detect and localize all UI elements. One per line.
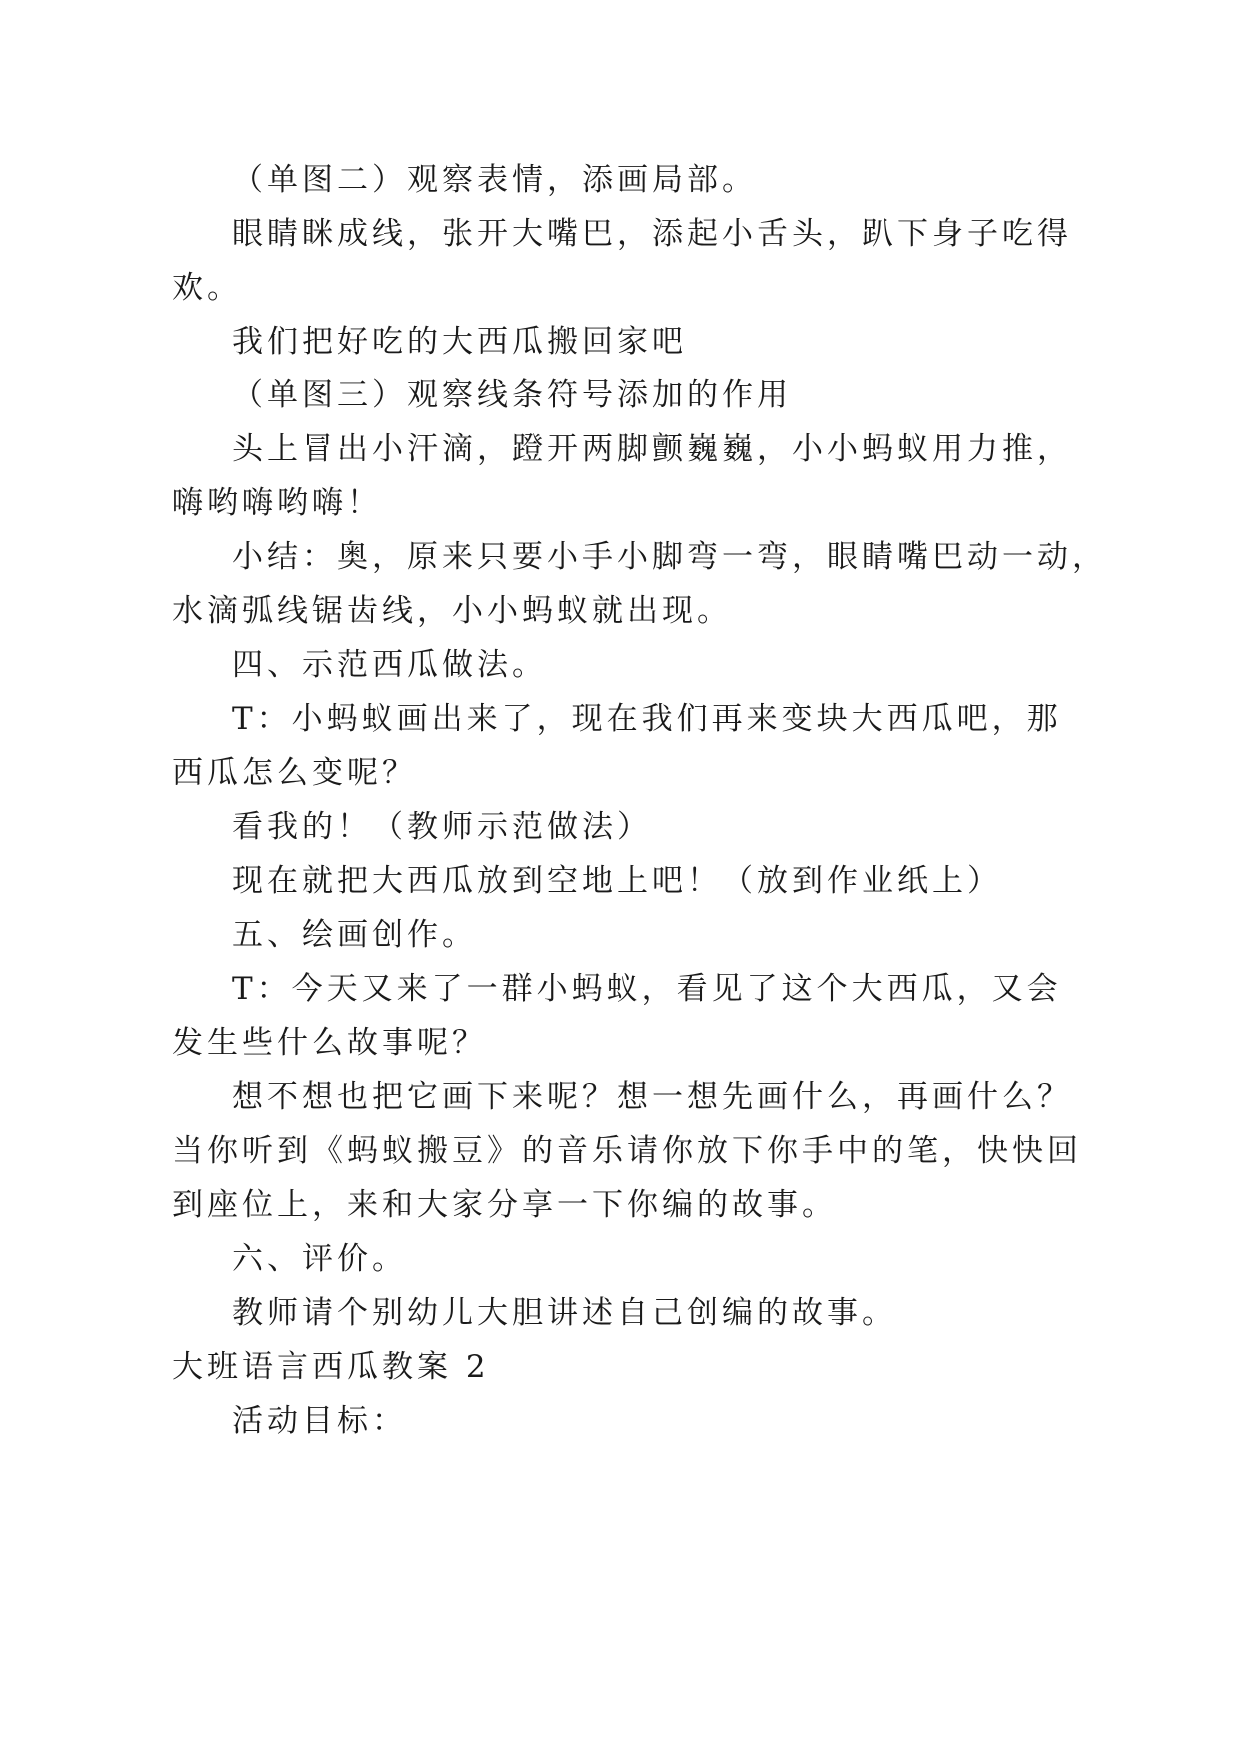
paragraph-line: 欢。 xyxy=(172,270,242,306)
paragraph-line: 活动目标： xyxy=(232,1403,407,1439)
paragraph-line: 五、绘画创作。 xyxy=(232,917,477,953)
paragraph-line: 四、示范西瓜做法。 xyxy=(232,647,547,683)
paragraph-line: 小结：奥，原来只要小手小脚弯一弯，眼睛嘴巴动一动， xyxy=(232,539,1107,575)
paragraph-line: 当你听到《蚂蚁搬豆》的音乐请你放下你手中的笔，快快回 xyxy=(172,1133,1082,1169)
paragraph-line: （单图三）观察线条符号添加的作用 xyxy=(232,377,792,413)
paragraph-line: T：今天又来了一群小蚂蚁，看见了这个大西瓜，又会 xyxy=(232,971,1062,1007)
paragraph-line: T：小蚂蚁画出来了，现在我们再来变块大西瓜吧，那 xyxy=(232,701,1062,737)
paragraph-line: 到座位上，来和大家分享一下你编的故事。 xyxy=(172,1187,837,1223)
paragraph-line: 眼睛眯成线，张开大嘴巴，添起小舌头，趴下身子吃得 xyxy=(232,216,1072,252)
paragraph-line: 现在就把大西瓜放到空地上吧！（放到作业纸上） xyxy=(232,863,1002,899)
paragraph-line: 我们把好吃的大西瓜搬回家吧 xyxy=(232,324,687,360)
paragraph-line: 教师请个别幼儿大胆讲述自己创编的故事。 xyxy=(232,1295,897,1331)
paragraph-line: 发生些什么故事呢？ xyxy=(172,1025,487,1061)
paragraph-line: 头上冒出小汗滴，蹬开两脚颤巍巍，小小蚂蚁用力推， xyxy=(232,431,1072,467)
paragraph-line: 水滴弧线锯齿线，小小蚂蚁就出现。 xyxy=(172,593,732,629)
paragraph-line: 想不想也把它画下来呢？想一想先画什么，再画什么？ xyxy=(232,1079,1072,1115)
paragraph-line: 嗨哟嗨哟嗨！ xyxy=(172,485,382,521)
paragraph-line: 看我的！（教师示范做法） xyxy=(232,809,652,845)
section-heading: 大班语言西瓜教案 2 xyxy=(172,1349,490,1385)
paragraph-line: 西瓜怎么变呢？ xyxy=(172,755,417,791)
paragraph-line: （单图二）观察表情，添画局部。 xyxy=(232,162,757,198)
paragraph-line: 六、评价。 xyxy=(232,1241,407,1277)
